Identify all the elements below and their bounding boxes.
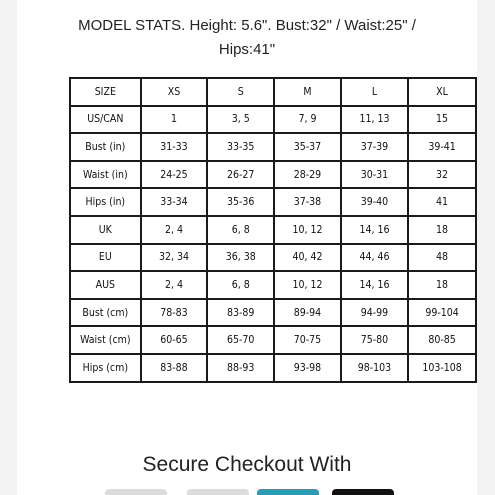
row-label-cell: Bust (in) xyxy=(70,133,141,161)
row-label-cell: Waist (in) xyxy=(70,161,141,189)
table-cell: 35-37 xyxy=(274,133,341,161)
table-cell: 98-103 xyxy=(341,354,408,382)
table-cell: 37-38 xyxy=(274,188,341,216)
table-cell: 93-98 xyxy=(274,354,341,382)
row-label-cell: US/CAN xyxy=(70,106,141,134)
table-cell: 18 xyxy=(408,216,476,244)
table-cell: 32 xyxy=(408,161,476,189)
table-cell: 14, 16 xyxy=(341,216,408,244)
row-label-cell: Hips (in) xyxy=(70,188,141,216)
table-header-cell: M xyxy=(274,78,341,106)
table-cell: 33-34 xyxy=(141,188,208,216)
table-cell: 80-85 xyxy=(408,326,476,354)
table-row xyxy=(70,133,476,161)
table-row xyxy=(70,106,476,134)
table-cell: 11, 13 xyxy=(341,106,408,134)
table-row xyxy=(70,354,476,382)
table-cell: 103-108 xyxy=(408,354,476,382)
table-cell: 28-29 xyxy=(274,161,341,189)
row-label-cell: Hips (cm) xyxy=(70,354,141,382)
table-cell: 15 xyxy=(408,106,476,134)
payment-badge-icon xyxy=(332,489,394,495)
table-header-cell: L xyxy=(341,78,408,106)
payment-badge-icon xyxy=(187,489,249,495)
table-cell: 60-65 xyxy=(141,326,208,354)
table-cell: 48 xyxy=(408,244,476,272)
table-row xyxy=(70,326,476,354)
table-cell: 83-89 xyxy=(207,299,274,327)
table-cell: 39-40 xyxy=(341,188,408,216)
table-row xyxy=(70,244,476,272)
table-cell: 65-70 xyxy=(207,326,274,354)
payment-badge-icon xyxy=(257,489,319,495)
table-cell: 24-25 xyxy=(141,161,208,189)
table-cell: 2, 4 xyxy=(141,216,208,244)
payment-badge-icon xyxy=(105,489,167,495)
table-cell: 30-31 xyxy=(341,161,408,189)
model-stats xyxy=(17,14,477,62)
table-row xyxy=(70,161,476,189)
row-label-cell: Bust (cm) xyxy=(70,299,141,327)
model-stats-line-2: Hips:41" xyxy=(218,41,276,58)
table-cell: 18 xyxy=(408,271,476,299)
table-row xyxy=(70,216,476,244)
row-label-cell: EU xyxy=(70,244,141,272)
table-cell: 7, 9 xyxy=(274,106,341,134)
table-cell: 10, 12 xyxy=(274,271,341,299)
row-label-cell: AUS xyxy=(70,271,141,299)
row-label-cell: Waist (cm) xyxy=(70,326,141,354)
table-cell: 94-99 xyxy=(341,299,408,327)
table-cell: 33-35 xyxy=(207,133,274,161)
table-cell: 6, 8 xyxy=(207,271,274,299)
table-cell: 44, 46 xyxy=(341,244,408,272)
table-header-cell: XS xyxy=(141,78,208,106)
row-label-cell: UK xyxy=(70,216,141,244)
table-cell: 70-75 xyxy=(274,326,341,354)
table-row xyxy=(70,299,476,327)
table-cell: 32, 34 xyxy=(141,244,208,272)
table-cell: 39-41 xyxy=(408,133,476,161)
table-cell: 40, 42 xyxy=(274,244,341,272)
table-header-cell: XL xyxy=(408,78,476,106)
table-header-cell: SIZE xyxy=(70,78,141,106)
table-cell: 83-88 xyxy=(141,354,208,382)
table-cell: 37-39 xyxy=(341,133,408,161)
table-cell: 99-104 xyxy=(408,299,476,327)
table-cell: 14, 16 xyxy=(341,271,408,299)
secure-checkout-heading: Secure Checkout With xyxy=(142,453,352,476)
table-cell: 31-33 xyxy=(141,133,208,161)
table-cell: 88-93 xyxy=(207,354,274,382)
table-cell: 6, 8 xyxy=(207,216,274,244)
table-cell: 41 xyxy=(408,188,476,216)
table-cell: 2, 4 xyxy=(141,271,208,299)
table-cell: 75-80 xyxy=(341,326,408,354)
table-cell: 26-27 xyxy=(207,161,274,189)
table-header-cell: S xyxy=(207,78,274,106)
table-cell: 78-83 xyxy=(141,299,208,327)
product-page xyxy=(17,0,477,495)
table-row xyxy=(70,271,476,299)
table-cell: 10, 12 xyxy=(274,216,341,244)
size-chart-table xyxy=(69,77,477,383)
table-row xyxy=(70,188,476,216)
table-cell: 36, 38 xyxy=(207,244,274,272)
model-stats-line-1: MODEL STATS. Height: 5.6". Bust:32" / Waist:25" / xyxy=(78,17,416,34)
table-cell: 89-94 xyxy=(274,299,341,327)
table-header-row xyxy=(70,78,476,106)
table-cell: 3, 5 xyxy=(207,106,274,134)
table-cell: 35-36 xyxy=(207,188,274,216)
table-cell: 1 xyxy=(141,106,208,134)
